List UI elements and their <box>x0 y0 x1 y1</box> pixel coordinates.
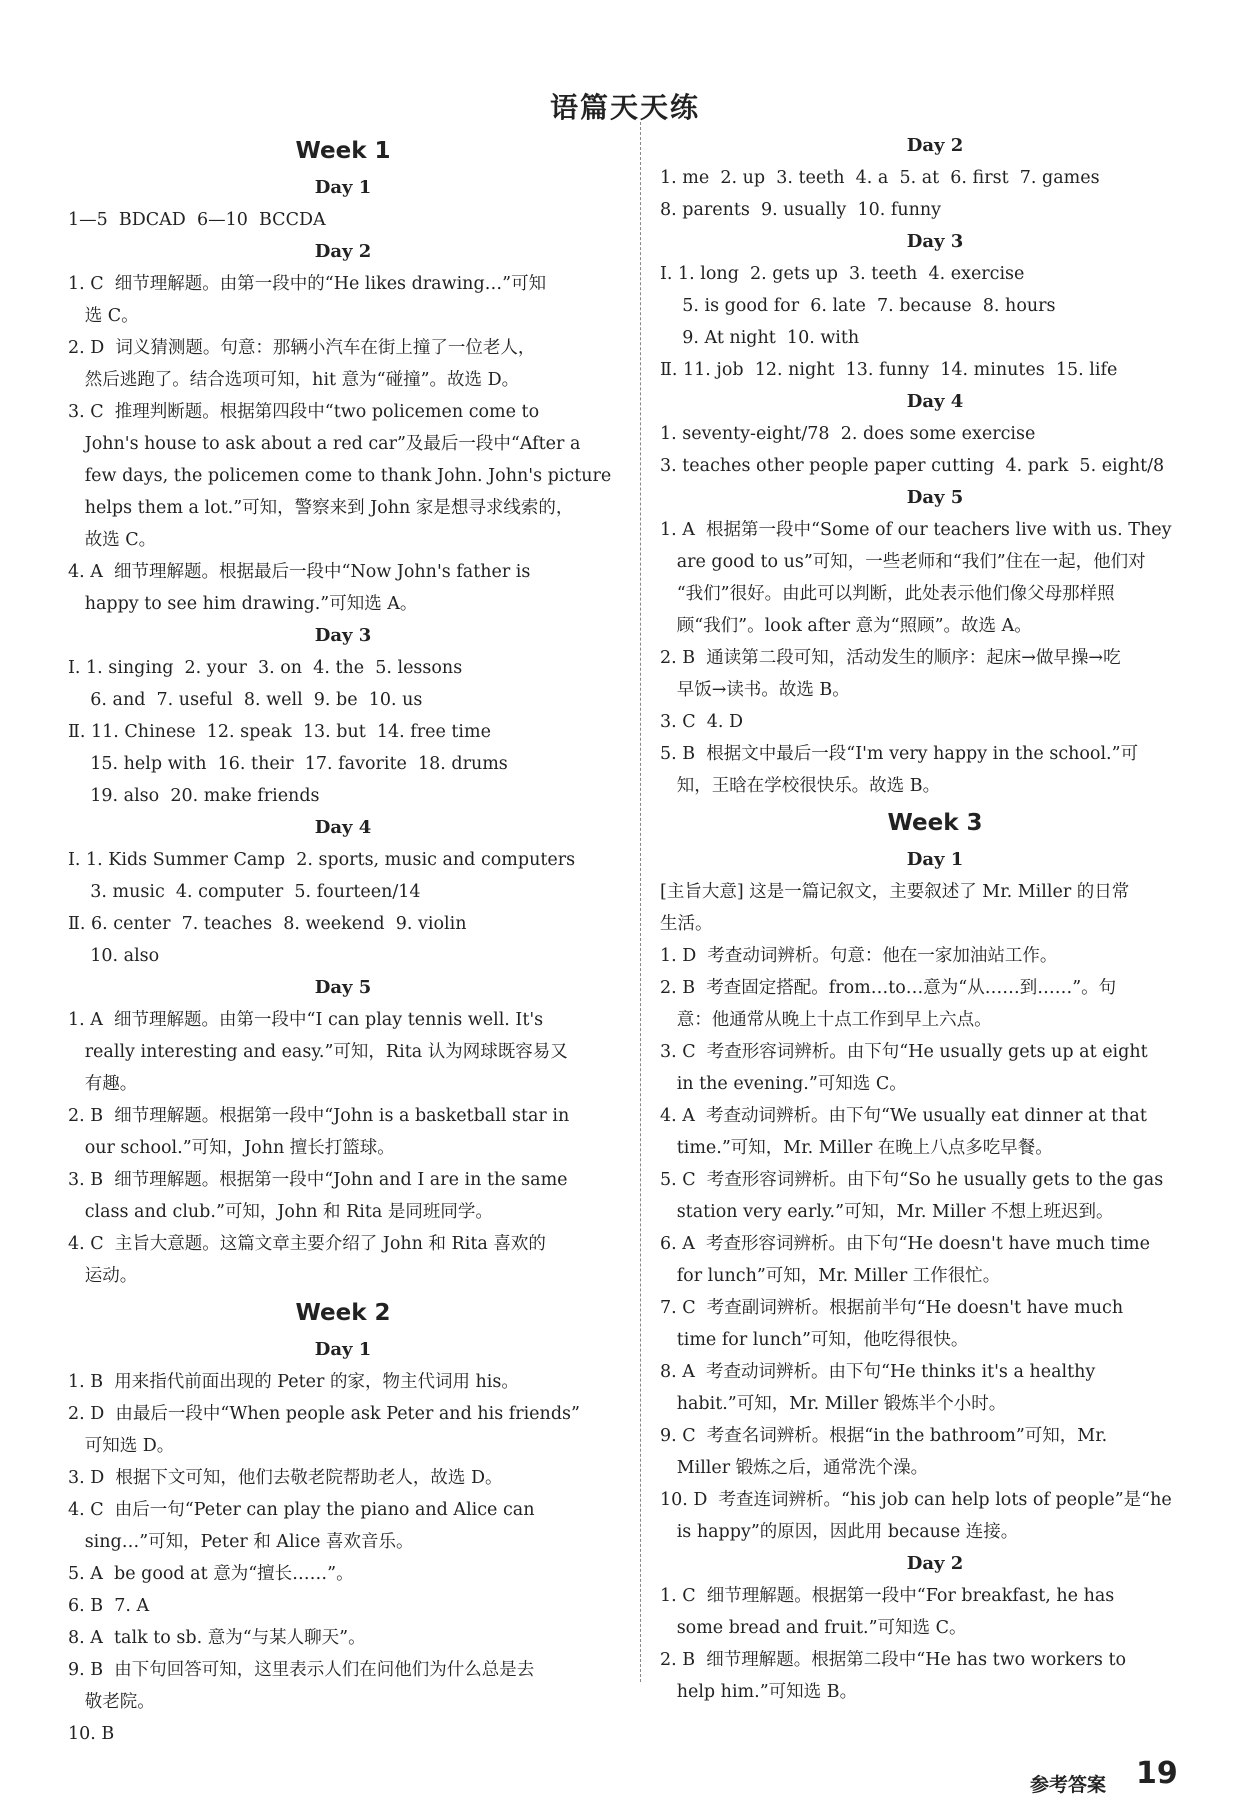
answer-line: John's house to ask about a red car”及最后一段中“After a <box>68 434 581 454</box>
answer-line: 5. is good for 6. late 7. because 8. hours <box>660 296 1056 316</box>
answer-line: time for lunch”可知，他吃得很快。 <box>660 1330 969 1350</box>
answer-line: 19. also 20. make friends <box>68 786 320 806</box>
answer-line: 6. and 7. useful 8. well 9. be 10. us <box>68 690 423 710</box>
answer-line: 2. B 考查固定搭配。from…to…意为“从……到……”。句 <box>660 978 1117 998</box>
answer-line: 10. also <box>68 946 160 966</box>
day-heading: Day 1 <box>906 849 964 870</box>
answer-line: 6. A 考查形容词辨析。由下句“He doesn't have much time <box>660 1234 1150 1254</box>
answer-line: “我们”很好。由此可以判断，此处表示他们像父母那样照 <box>660 584 1115 604</box>
day-heading: Day 3 <box>906 231 964 252</box>
answer-line: happy to see him drawing.”可知选 A。 <box>68 594 418 614</box>
answer-line: Ⅱ. 11. job 12. night 13. funny 14. minutes 15. life <box>660 360 1118 380</box>
answer-line: 运动。 <box>68 1266 138 1286</box>
day-heading: Day 5 <box>314 977 372 998</box>
answer-line: class and club.”可知，John 和 Rita 是同班同学。 <box>68 1202 493 1222</box>
answer-line: 3. C 考查形容词辨析。由下句“He usually gets up at eight <box>660 1042 1148 1062</box>
answer-line: some bread and fruit.”可知选 C。 <box>660 1618 967 1638</box>
answer-line: 1. A 根据第一段中“Some of our teachers live with us. They <box>660 520 1172 540</box>
answer-line: 8. A 考查动词辨析。由下句“He thinks it's a healthy <box>660 1362 1096 1382</box>
day-heading: Day 2 <box>906 1553 964 1574</box>
answer-line: Ⅰ. 1. singing 2. your 3. on 4. the 5. lessons <box>68 658 463 678</box>
answer-line: 有趣。 <box>68 1074 138 1094</box>
footer-label: 参考答案 <box>1030 1774 1107 1796</box>
week-heading: Week 3 <box>887 810 983 836</box>
answer-line: 6. B 7. A <box>68 1596 150 1616</box>
answer-line: 3. D 根据下文可知，他们去敬老院帮助老人，故选 D。 <box>68 1468 503 1488</box>
answer-line: 故选 C。 <box>68 530 157 550</box>
answer-line: 2. D 由最后一段中“When people ask Peter and his friends” <box>68 1404 580 1424</box>
answer-line: 4. A 细节理解题。根据最后一段中“Now John's father is <box>68 562 531 582</box>
answer-line: 8. A talk to sb. 意为“与某人聊天”。 <box>68 1628 366 1648</box>
answer-line: habit.”可知，Mr. Miller 锻炼半个小时。 <box>660 1394 1007 1414</box>
day-heading: Day 5 <box>906 487 964 508</box>
answer-line: 5. B 根据文中最后一段“I'm very happy in the school.”可 <box>660 744 1139 764</box>
answer-line: is happy”的原因，因此用 because 连接。 <box>660 1522 1019 1542</box>
answer-line: our school.”可知，John 擅长打篮球。 <box>68 1138 395 1158</box>
answer-line: 8. parents 9. usually 10. funny <box>660 200 942 220</box>
answer-line: 4. A 考查动词辨析。由下句“We usually eat dinner at that <box>660 1106 1147 1126</box>
answer-line: 9. At night 10. with <box>660 328 860 348</box>
answer-line: help him.”可知选 B。 <box>660 1682 858 1702</box>
answer-line: 9. B 由下句回答可知，这里表示人们在问他们为什么总是去 <box>68 1660 535 1680</box>
answer-line: 10. D 考查连词辨析。“his job can help lots of people”是“he <box>660 1490 1172 1510</box>
answer-line: 意：他通常从晚上十点工作到早上六点。 <box>660 1010 992 1030</box>
answer-line: 2. D 词义猜测题。句意：那辆小汽车在街上撞了一位老人， <box>68 338 536 358</box>
answer-line: 可知选 D。 <box>68 1436 175 1456</box>
day-heading: Day 4 <box>314 817 372 838</box>
day-heading: Day 1 <box>314 1339 372 1360</box>
answer-line: 生活。 <box>660 914 713 934</box>
answer-line: 1. C 细节理解题。由第一段中的“He likes drawing…”可知 <box>68 274 547 294</box>
answer-line: 5. A be good at 意为“擅长……”。 <box>68 1564 354 1584</box>
answer-line: station very early.”可知，Mr. Miller 不想上班迟到。 <box>660 1202 1114 1222</box>
answer-line: 然后逃跑了。结合选项可知，hit 意为“碰撞”。故选 D。 <box>68 370 520 390</box>
right-column <box>660 130 1210 1708</box>
answer-line: 1. C 细节理解题。根据第一段中“For breakfast, he has <box>660 1586 1115 1606</box>
answer-line: 1. me 2. up 3. teeth 4. a 5. at 6. first 7. games <box>660 168 1100 188</box>
answer-line: 4. C 由后一句“Peter can play the piano and Alice can <box>68 1500 535 1520</box>
left-column <box>68 130 618 1750</box>
answer-line: helps them a lot.”可知，警察来到 John 家是想寻求线索的， <box>68 498 574 518</box>
answer-line: 1—5 BDCAD 6—10 BCCDA <box>68 210 326 230</box>
answer-line: 知，王晗在学校很快乐。故选 B。 <box>660 776 941 796</box>
page-title: 语篇天天练 <box>549 91 700 124</box>
page-number: 19 <box>1136 1756 1178 1791</box>
answer-line: Ⅱ. 11. Chinese 12. speak 13. but 14. free time <box>68 722 491 742</box>
answer-line: 3. C 推理判断题。根据第四段中“two policemen come to <box>68 402 540 422</box>
answer-line: 5. C 考查形容词辨析。由下句“So he usually gets to the gas <box>660 1170 1164 1190</box>
day-heading: Day 2 <box>906 135 964 156</box>
answer-line: for lunch”可知，Mr. Miller 工作很忙。 <box>660 1266 1001 1286</box>
answer-line: 1. B 用来指代前面出现的 Peter 的家，物主代词用 his。 <box>68 1372 519 1392</box>
answer-line: Miller 锻炼之后，通常洗个澡。 <box>660 1458 929 1478</box>
answer-line: Ⅰ. 1. Kids Summer Camp 2. sports, music and computers <box>68 850 576 870</box>
answer-line: 3. teaches other people paper cutting 4. park 5. eight/8 <box>660 456 1165 476</box>
answer-line: 10. B <box>68 1724 115 1744</box>
answer-line: 选 C。 <box>68 306 139 326</box>
answer-line: really interesting and easy.”可知，Rita 认为网球既容易又 <box>68 1042 568 1062</box>
answer-line: 敬老院。 <box>68 1692 155 1712</box>
answer-line: 2. B 细节理解题。根据第一段中“John is a basketball star in <box>68 1106 570 1126</box>
answer-line: 3. C 4. D <box>660 712 744 732</box>
column-divider <box>640 122 642 1682</box>
answer-line: [主旨大意] 这是一篇记叙文，主要叙述了 Mr. Miller 的日常 <box>660 882 1130 902</box>
answer-line: sing…”可知，Peter 和 Alice 喜欢音乐。 <box>68 1532 414 1552</box>
answer-line: 1. seventy-eight/78 2. does some exercise <box>660 424 1036 444</box>
answer-line: 早饭→读书。故选 B。 <box>660 680 850 700</box>
answer-line: few days, the policemen come to thank John. John's picture <box>68 466 612 486</box>
answer-line: are good to us”可知，一些老师和“我们”住在一起，他们对 <box>660 552 1146 572</box>
day-heading: Day 2 <box>314 241 372 262</box>
answer-line: 2. B 通读第二段可知，活动发生的顺序：起床→做早操→吃 <box>660 648 1121 668</box>
answer-line: 3. B 细节理解题。根据第一段中“John and I are in the same <box>68 1170 568 1190</box>
answer-line: 2. B 细节理解题。根据第二段中“He has two workers to <box>660 1650 1127 1670</box>
answer-line: time.”可知，Mr. Miller 在晚上八点多吃早餐。 <box>660 1138 1053 1158</box>
answer-line: 1. D 考查动词辨析。句意：他在一家加油站工作。 <box>660 946 1058 966</box>
answer-line: in the evening.”可知选 C。 <box>660 1074 907 1094</box>
day-heading: Day 3 <box>314 625 372 646</box>
answer-line: 4. C 主旨大意题。这篇文章主要介绍了 John 和 Rita 喜欢的 <box>68 1234 546 1254</box>
week-heading: Week 1 <box>295 138 391 164</box>
answer-line: 7. C 考查副词辨析。根据前半句“He doesn't have much <box>660 1298 1124 1318</box>
week-heading: Week 2 <box>295 1300 391 1326</box>
answer-line: 3. music 4. computer 5. fourteen/14 <box>68 882 421 902</box>
answer-line: Ⅱ. 6. center 7. teaches 8. weekend 9. violin <box>68 914 467 934</box>
answer-line: Ⅰ. 1. long 2. gets up 3. teeth 4. exercise <box>660 264 1025 284</box>
answer-line: 1. A 细节理解题。由第一段中“I can play tennis well. It's <box>68 1010 544 1030</box>
answer-line: 顾“我们”。look after 意为“照顾”。故选 A。 <box>660 616 1032 636</box>
day-heading: Day 1 <box>314 177 372 198</box>
answer-line: 9. C 考查名词辨析。根据“in the bathroom”可知，Mr. <box>660 1426 1108 1446</box>
day-heading: Day 4 <box>906 391 964 412</box>
answer-line: 15. help with 16. their 17. favorite 18. drums <box>68 754 508 774</box>
